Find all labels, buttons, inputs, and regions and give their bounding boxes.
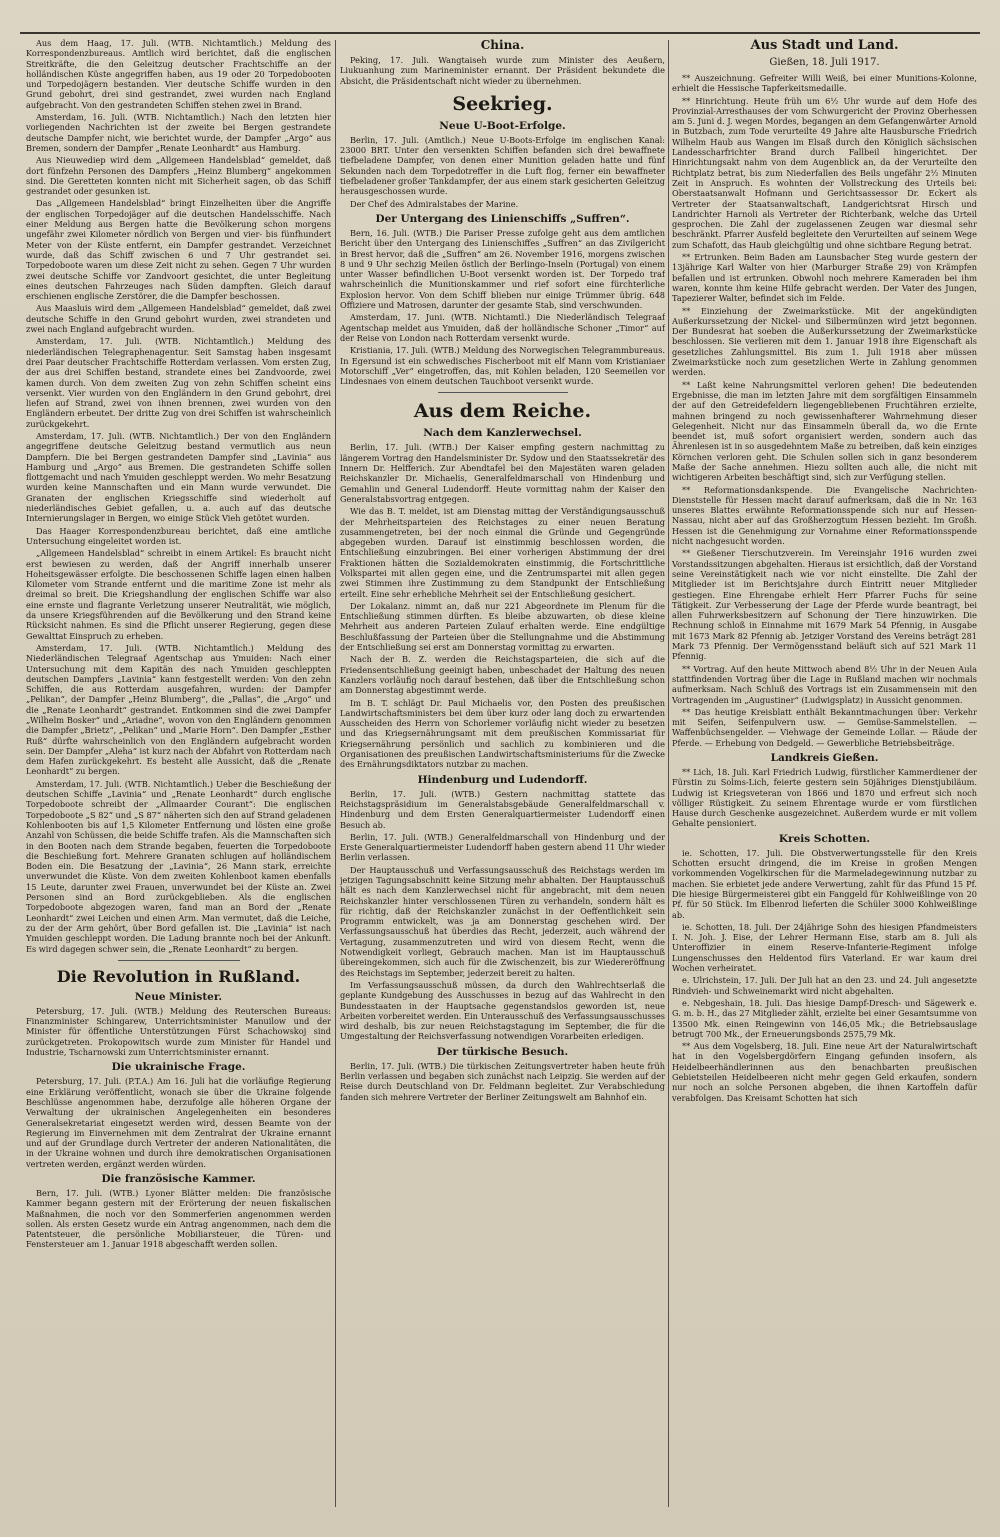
section-heading-stadt-und-land: Aus Stadt und Land. — [750, 38, 899, 53]
subheading-suffren: Der Untergang des Linienschiffs „Suffren“. — [375, 212, 630, 225]
reich-body — [340, 442, 665, 769]
article-paragraph: Bern, 16. Juli. (WTB.) Die Pariser Presse zufolge geht aus dem amtlichen Bericht über den Untergang des Linienschiffes „Suffren“ an das Zivilgericht in Brest hervor, daß die „Suffren“ am 26. November 1916, morgens zwischen 8 und 9 Uhr sechzig Meilen östlich der Berlingo-Inseln (Portugal) von einem unter Wasser befindlichen U-Boot versenkt worden ist. Der Torpedo traf wahrscheinlich die Munitionskammer und rief sofort eine fürchterliche Explosion hervor. Von dem Schiff blieben nur einige Trümmer übrig. 648 Offiziere und Matrosen, darunter der gesamte Stab, sind verschwunden. — [340, 227, 665, 311]
article-paragraph: Aus Nieuwediep wird dem „Allgemeen Handelsblad“ gemeldet, daß dort fünfzehn Personen des Dampfers „Heinz Blumberg“ angekommen sind. Die Geretteten konnten nicht mit Sicherheit sagen, ob das Schiff gestrandet oder gesunken ist. — [26, 155, 331, 197]
section-heading-revolution: Die Revolution in Rußland. — [56, 966, 301, 986]
article-paragraph: Kristiania, 17. Juli. (WTB.) Meldung des Norwegischen Telegrammbureaus. In Egersund ist ein schwedisches Fischerboot mit elf Mann vom Kristianiaer Motorschiff „Ver“ eingetroffen, das, mit Kohlen beladen, 120 Seemeilen vor Lindesnaes von einem deutschen Tauchboot versenkt wurde. — [340, 345, 665, 387]
seekrieg-body — [340, 135, 665, 209]
subheading-tuerkischer-besuch: Der türkische Besuch. — [436, 1045, 569, 1058]
article-paragraph: Amsterdam, 17. Juli. (WTB. Nichtamtlich.) Meldung des Niederländischen Telegraaf Agentschap aus Ymuiden: Nach einer Untersuchung mit dem Kapitän des nach Ymuiden geschleppten deutschen Dampfers „Lavinia“ kann festgestellt werden: Von den zehn Schiffen, die aus Rotterdam ausgefahren, wurden: der Dampfer „Pelikan“, der Dampfer „Heinz Blumberg“, die „Pallas“, die „Argo“ und die „Renate Leonhardt“ gestrandet. Entkommen sind die zwei Dampfer „Wilhelm Bosker“ und „Ariadne“, wovon von den Engländern genommen die Dampfer „Brietz“, „Pelikan“ und „Marie Horn“. Den Dampfer „Esther Ruß“ dürfte wahrscheinlich von den Engländern aufgebracht worden sein. Der Dampfer „Aleha“ ist kurz nach der Abfahrt von Rotterdam nach dem Hafen zurückgekehrt. Es besteht alle Aussicht, daß die „Renate Leonhardt“ zu bergen. — [26, 642, 331, 777]
article-paragraph: e. Nebgeshain, 18. Juli. Das hiesige Dampf-Dresch- und Sägewerk e. G. m. b. H., das 27 Mitglieder zählt, erzielte bei einer Gesamtsumme von 13500 Mk. einen Reingewinn von 146,05 Mk.; die Betriebsauslage betrugt 700 Mk., der Erneuerungsbonds 2575,79 Mk. — [672, 997, 977, 1039]
article-paragraph: Im B. T. schlägt Dr. Paul Michaelis vor, den Posten des preußischen Landwirtschaftsministers bei dem über kurz oder lang doch zu erwartenden Ausscheiden des Herrn von Schorlemer vorläufig nicht wieder zu besetzen und das Kriegsernährungsamt mit dem preußischen Kommissariat für Kriegsernährung persönlich und sachlich zu kombinieren und die Organisationen des preußischen Landwirtschaftsministeriums für die Zwecke des Ernährungsdiktators nutzbar zu machen. — [340, 697, 665, 770]
column-1-body — [26, 38, 331, 954]
article-paragraph: „Allgemeen Handelsblad“ schreibt in einem Artikel: Es braucht nicht erst bewiesen zu werden, daß der Angriff innerhalb unserer Hoheitsgewässer erfolgte. Die beschossenen Schiffe lagen einen halben Kilometer vom Strande entfernt und die maritime Zone ist mehr als dreimal so breit. Die Kriegshandlung der englischen Schiffe war also eine ernste und flagrante Verletzung unserer Neutralität, wie möglich, da unsere Kriegsführenden auf die Bevölkerung und den Strand keine Rücksicht nahmen. Es sind die Pflicht unserer Regierung, gegen diese Gewalttat Einspruch zu erheben. — [26, 548, 331, 641]
article-paragraph: ** Reformationsdankspende. Die Evangelische Nachrichten-Dienststelle für Hessen macht darauf aufmerksam, daß die in Nr. 163 unseres Blattes erwähnte Reformationsspende sich nur auf Hessen-Nassau, nicht aber auf das Großherzogtum Hessen bezieht. Im Großh. Hessen ist die Genehmigung zur Vornahme einer Reformationsspende nicht nachgesucht worden. — [672, 484, 977, 547]
article-paragraph: Der Lokalanz. nimmt an, daß nur 221 Abgeordnete im Plenum für die Entschließung stimmen dürften. Es bleibe abzuwarten, ob diese kleine Mehrheit aus anderen Parteien Zulauf erhalten werde. Eine endgültige Beschlußfassung der Parteien über die Stellungnahme und die Abstimmung der Entschließung sei erst am Donnerstag vormittag zu erwarten. — [340, 600, 665, 653]
article-paragraph: Petersburg, 17. Juli. (P.T.A.) Am 16. Juli hat die vorläufige Regierung eine Erklärung veröffentlicht, wonach sie über die Ukraine folgende Beschlüsse angenommen habe, derzufolge alle höheren Organe der Verwaltung der ukrainischen Angelegenheiten ein besonderes Generalsekretariat eingesetzt werden wird, dessen Beamte von der Regierung im Einvernehmen mit dem Zentralrat der Ukraine ernannt und auf der Grundlage durch Vertreter der anderen Nationalitäten, die in der Ukraine wohnen und durch ihre demokratischen Organisationen vertreten werden, ergänzt werden würden. — [26, 1076, 331, 1169]
subheading-landkreis-giessen: Landkreis Gießen. — [770, 752, 879, 764]
article-paragraph: ** Aus dem Vogelsberg, 18. Juli. Eine neue Art der Naturalwirtschaft hat in den Vogelsbergdörfern Eingang gefunden insofern, als Heidelbeerhändlerinnen aus den benachbarten preußischen Gebietsteilen Heidelbeeren nicht mehr gegen Geld erkaufen, sondern nur noch an solche Personen abgeben, die ihnen Kartoffeln dafür verabfolgen. Das Kreisamt Schotten hat sich — [672, 1041, 977, 1103]
subheading-ukraine: Die ukrainische Frage. — [111, 1061, 246, 1074]
column-3 — [672, 38, 977, 1517]
article-paragraph: Peking, 17. Juli. Wangtaiseh wurde zum Minister des Aeußern, Liukuanhung zum Marineminister ernannt. Der Präsident bekundete die Absicht, die Präsidentschaft nicht wieder zu übernehmen. — [340, 55, 665, 86]
subheading-kreis-schotten: Kreis Schotten. — [778, 832, 871, 845]
revolution-body — [26, 1006, 331, 1057]
landkreis-body — [672, 767, 977, 829]
article-paragraph: ** Hinrichtung. Heute früh um 6½ Uhr wurde auf dem Hofe des Provinzial-Arresthauses der vom Schwurgericht der Provinz Oberhessen am 5. Juni d. J. wegen Mordes, begangen an dem Gefangenwärter Arnold in Butzbach, zum Tode verurteilte 49 Jahre alte Hausbursche Friedrich Wilhelm Haub aus Wangen im Elsaß durch den Königlich sächsischen Landesscharfrichter Brand durch Fallbeil hingerichtet. Der Hinrichtungsakt nahm von dem Augenblick an, da der Verurteilte den Richtplatz betrat, bis zum Niederfallen des Beils ungefähr 2½ Minuten Zeit in Anspruch. Es wohnten der Vollstreckung des Urteils bei: Oberstaatsanwalt Hofmann und Gerichtsassessor Dr. Eckert als Vertreter der Staatsanwaltschaft, Landgerichtsrat Hirsch und Landrichter Harnoli als Vertreter der Richterbank, welche das Urteil gesprochen. Die Zahl der zugelassenen Zeugen war diesmal sehr beschränkt. Pfarrer Ausfeld begleitete den Verurteilten auf seinem Wege zum Schafott, das Haub gleichgültig und ohne sichtbare Regung betrat. — [672, 95, 977, 250]
article-paragraph: ** Laßt keine Nahrungsmittel verloren gehen! Die bedeutenden Ergebnisse, die man im letzten Jahre mit dem sorgfältigen Einsammeln der auf den Getreidefeldern liegengebliebenen Fruchtähren erzielte, mahnen bringend zu noch gewissenhafterer Wahrnehmung dieser Gelegenheit. Nicht nur das Einsammeln überall da, wo die Ernte beendet ist, muß sofort organisiert werden, sondern auch das Ährenlesen ist in so ausgedehntem Maße zu betreiben, daß kein einziges Körnchen verloren geht. Die Schulen sollen sich in ganz besonderem Maße der Sache annehmen. Hiezu sollten auch alle, die nicht mit wichtigeren Arbeiten beschäftigt sind, sich zur Verfügung stellen. — [672, 379, 977, 483]
subheading-kanzlerwechsel: Nach dem Kanzlerwechsel. — [423, 427, 582, 440]
column-2 — [340, 38, 665, 1517]
column-rule-2 — [668, 40, 669, 1507]
article-paragraph: Berlin, 17. Juli. (Amtlich.) Neue U-Boots-Erfolge im englischen Kanal: 23000 BRT. Unter den versenkten Schiffen befanden sich drei bewaffnete tiefbeladene Dampfer, von denen einer Munition geladen hatte und fünf Sekunden nach dem Torpedotreffer in die Luft flog, ferner ein bewaffneter tiefbeladener großer Tankdampfer, der aus einem stark gesicherten Geleitzug herausgeschossen wurde. — [340, 134, 665, 197]
article-paragraph: Berlin, 17. Juli. (WTB.) Generalfeldmarschall von Hindenburg und der Erste Generalquartiermeister Ludendorff haben gestern abend 11 Uhr wieder Berlin verlassen. — [340, 831, 665, 863]
schotten-body — [672, 848, 977, 1103]
section-heading-china: China. — [480, 38, 525, 52]
article-paragraph: Wie das B. T. meldet, ist am Dienstag mittag der Verständigungsausschuß der Mehrheitsparteien des Reichstages zu einer neuen Beratung zusammengetreten, bei der noch einmal die Gründe und Gegengründe abgegeben wurden. Darauf ist einstimmig beschlossen worden, die Entschließung einzubringen. Bei einer vorherigen Abstimmung der drei Fraktionen hätten die Sozialdemokraten einstimmig, die Fortschrittliche Volkspartei mit allen gegen eine, und die Zentrumspartei mit allen gegen zwei Stimmen ihre Zustimmung zu dem Standpunkt der Entschließung erteilt. Eine sehr erhebliche Mehrheit sei der Entschließung gesichert. — [340, 506, 665, 599]
article-paragraph: ** Vortrag. Auf den heute Mittwoch abend 8½ Uhr in der Neuen Aula stattfindenden Vortrag über die Lage in Rußland machen wir nochmals aufmerksam. Nach Schluß des Vortrags ist ein Zusammensein mit den Vortragenden im „Augustiner“ (Ludwigsplatz) in Aussicht genommen. — [672, 663, 977, 705]
article-paragraph: Amsterdam, 17. Juli. (WTB. Nichtamtlich.) Ueber die Beschießung der deutschen Schiffe „Lavinia“ und „Renate Leonhardt“ durch englische Torpedoboote schreibt der „Allmaarder Courant“: Die englischen Torpedoboote „S 82“ und „S 87“ näherten sich den auf Strand geladenen Kohlenbooten bis auf 1,5 Kilometer Entfernung und lösten eine große Anzahl von Schüssen, die beide Schiffe trafen. Als die Mannschaften sich in den Booten nach dem Strande begaben, feuerten die Torpedoboote die Beschießung fort. Mehrere Granaten schlugen auf holländischem Boden ein. Die Besatzung der „Lavinia“, 26 Mann stark, erreichte unverwundet die Küste. Von dem zweiten Kohlenboot kamen ebenfalls 15 Leute, darunter zwei Frauen, unverwundet bei der Küste an. Zwei Personen sind an Bord zurückgeblieben. Als die englischen Torpedoboote abgezogen waren, fand man an Bord der „Renate Leonhardt“ zwei Leichen und einen Arm. Man vermutet, daß die Leiche, zu der der Arm gehört, über Bord gefallen ist. Die „Lavinia“ ist nach Ymuiden geschleppt worden. Die Ladung brannte noch bei der Ankunft. Es wird dagegen schwer sein, die „Renate Leonhardt“ zu bergen. — [26, 778, 331, 954]
separator — [118, 960, 240, 961]
article-paragraph: Der Hauptausschuß und Verfassungsausschuß des Reichstags werden im jetzigen Tagungsabschnitt keine Sitzung mehr abhalten. Der Hauptausschuß hält es nach dem Kanzlerwechsel nicht für angebracht, mit dem neuen Reichskanzler hinter verschlossenen Türen zu verhandeln, sondern hält es für richtig, daß der Reichskanzler zunächst in der Oeffentlichkeit sein Programm entwickelt, was ja am Donnerstag geschehen wird. Der Verfassungsausschuß hat überdies das Recht, jederzeit, auch während der Vertagung, zusammenzutreten und wird von diesem Recht, wenn die Notwendigkeit vorliegt, Gebrauch machen. Man ist im Hauptausschuß übereingekommen, sich auch für die Zwischenzeit, bis zur Wiedereröffnung des Reichstags im September, jederzeit bereit zu halten. — [340, 864, 665, 978]
kammer-body — [26, 1188, 331, 1250]
section-heading-reich: Aus dem Reiche. — [413, 400, 592, 423]
subheading-hindenburg: Hindenburg und Ludendorff. — [417, 773, 588, 786]
article-paragraph: Amsterdam, 17. Juli. (WTB. Nichtamtlich.) Meldung des niederländischen Telegraphenagentur. Seit Samstag haben insgesamt drei Paar deutscher Frachtschiffe Rotterdam verlassen. Vom ersten Zug, der aus drei Schiffen bestand, strandete eines bei Zandvoorde, zwei kamen durch. Von dem zweiten Zug von zehn Schiffen scheint eins versenkt. Vier wurden von den Engländern in den Grund gebohrt, drei liefen auf Strand, zwei von ihnen brennen, zwei wurden von den Engländern erbeutet. Der dritte Zug von drei Schiffen ist wahrscheinlich zurückgekehrt. — [26, 336, 331, 429]
article-paragraph: ** Einziehung der Zweimarkstücke. Mit der angekündigten Außerkurssetzung der Nickel- und Silbermünzen wird jetzt begonnen. Der Bundesrat hat soeben die Außerkurssetzung der Zweimarkstücke beschlossen. Sie verlieren mit dem 1. Januar 1918 ihre Eigenschaft als gesetzliches Zahlungsmittel. Bis zum 1. Juli 1918 aber müssen Zweimarkstücke noch zum gesetzlichen Werte in Zahlung genommen werden. — [672, 305, 977, 378]
column-1 — [26, 38, 331, 1517]
separator — [438, 392, 568, 393]
article-paragraph: Berlin, 17. Juli. (WTB.) Gestern nachmittag stattete das Reichstagspräsidium im Generalstabsgebäude Generalfeldmarschall v. Hindenburg und dem Ersten Generalquartiermeister Ludendorff einen Besuch ab. — [340, 788, 665, 830]
article-paragraph: Berlin, 17. Juli. (WTB.) Der Kaiser empfing gestern nachmittag zu längerem Vortrag den Handelsminister Dr. Sydow und den Staatssekretär des Innern Dr. Helfferich. Zur Abendtafel bei den Majestäten waren geladen Reichskanzler Dr. Michaelis, Generalfeldmarschall von Hindenburg und Gemahlin und General Ludendorff. Heute vormittag nahm der Kaiser den Generalstabsvortrag entgegen. — [340, 442, 665, 504]
article-paragraph: ** Auszeichnung. Gefreiter Willi Weiß, bei einer Munitions-Kolonne, erhielt die Hessische Tapferkeitsmedaille. — [672, 73, 977, 94]
suffren-body — [340, 228, 665, 386]
china-body — [340, 55, 665, 86]
article-paragraph: Nach der B. Z. werden die Reichstagsparteien, die sich auf die Friedensentschließung geeinigt haben, unbeschadet der Haltung des neuen Kanzlers vorläufig noch darauf bestehen, daß über die Entschließung schon am Donnerstag abgestimmt werde. — [340, 654, 665, 696]
ukraine-body — [26, 1076, 331, 1169]
article-paragraph: Bern, 17. Juli. (WTB.) Lyoner Blätter melden: Die französische Kammer begann gestern mit der Erörterung der neuen fiskalischen Maßnahmen, die noch vor den Sommerferien angenommen werden sollen. Als ersten Gesetz wurde ein Antrag angenommen, nach dem die Patentsteuer, die persönliche Mobiliarsteuer, die Türen- und Fenstersteuer am 1. Januar 1918 abgeschafft werden sollen. — [26, 1187, 331, 1250]
article-paragraph: Aus Maasluis wird dem „Allgemeen Handelsblad“ gemeldet, daß zwei deutsche Schiffe in den Grund gebohrt wurden, zwei strandeten und zwei nach England aufgebracht wurden. — [26, 303, 331, 335]
subheading-kammer: Die französische Kammer. — [101, 1172, 256, 1185]
article-paragraph: Aus dem Haag, 17. Juli. (WTB. Nichtamtlich.) Meldung des Korrespondenzbureaus. Amtlich wird berichtet, daß die englischen Streitkräfte, die den Geleitzug deutscher Frachtschiffe an der holländischen Küste angegriffen haben, aus 19 oder 20 Torpedobooten und Torpedojägern bestanden. Vier deutsche Schiffe wurden in den Grund gebohrt, drei sind gestrandet, zwei wurden nach England aufgebracht. Von den gestrandeten Schiffen stehen zwei in Brand. — [26, 38, 331, 110]
article-paragraph: Berlin, 17. Juli. (WTB.) Die türkischen Zeitungsvertreter haben heute früh Berlin verlassen und begaben sich zunächst nach Leipzig. Sie werden auf der Reise durch Deutschland von Dr. Feldmann begleitet. Zur Verabschiedung fanden sich mehrere Vertreter der Berliner Zeitungswelt am Bahnhof ein. — [340, 1060, 665, 1102]
article-paragraph: Amsterdam, 17. Juli. (WTB. Nichtamtlich.) Der von den Engländern angegriffene deutsche Geleitzug bestand vermutlich aus neun Dampfern. Die bei Bergen gestrandeten Dampfer sind „Lavinia“ aus Hamburg und „Argo“ aus Bremen. Die gestrandeten Schiffe sollen flottgemacht und nach Ymuiden geschleppt werden. Wo mehr Besatzung wurden keine Mannschaften und ein Mann wurde verwundet. Die Granaten der englischen Kriegsschiffe sind wiederholt auf niederländisches Gebiet gefallen, u. a. auch auf das deutsche Internierungslager in Bergen, wo einige Stück Vieh getötet wurden. — [26, 430, 331, 524]
subheading-neue-minister: Neue Minister. — [134, 990, 223, 1003]
stadt-land-body — [672, 73, 977, 748]
article-paragraph: Der Chef des Admiralstabes der Marine. — [350, 198, 519, 209]
article-paragraph: Das Haager Korrespondenzbureau berichtet, daß eine amtliche Untersuchung eingeleitet worden ist. — [26, 525, 331, 546]
article-paragraph: Amsterdam, 16. Juli. (WTB. Nichtamtlich.) Nach den letzten hier vorliegenden Nachrichten ist der zweite bei Bergen gestrandete deutsche Dampfer nicht, wie berichtet wurde, der Dampfer „Argo“ aus Bremen, sondern der Dampfer „Renate Leonhardt“ aus Hamburg. — [26, 112, 331, 153]
article-paragraph: ie. Schotten, 17. Juli. Die Obstverwertungsstelle für den Kreis Schotten ersucht dringend, die im Kreise in großen Mengen vorkommenden Vogelkirschen für die Marmeladegewinnung nutzbar zu machen. Sie erbietet jede andere Verwertung, zahlt für das Pfund 15 Pf. Die hiesige Bürgermeisterei gibt ein Fanggeld für Kohlweißlinge von 20 Pf. für 50 Stück. Im Elbenrod lieferten die Schüler 3000 Kohlweißlinge ab. — [672, 847, 977, 920]
hindenburg-body — [340, 789, 665, 1042]
article-paragraph: Im Verfassungsausschuß müssen, da durch den Wahlrechtserlaß die geplante Kundgebung des Ausschusses in bezug auf das Wahlrecht in den Bundesstaaten in der Hauptsache gegenstandslos geworden ist, neue Arbeiten vorbereitet werden. Ein Unterausschuß des Verfassungsausschusses wird deshalb, bis zur neuen Reichstagstagung im September, die für die Umgestaltung der Reichsverfassung notwendigen Vorarbeiten erledigen. — [340, 979, 665, 1042]
section-heading-seekrieg: Seekrieg. — [452, 92, 553, 115]
article-paragraph: ** Lich, 18. Juli. Karl Friedrich Ludwig, fürstlicher Kammerdiener der Fürstin zu Solms-Lich, feierte gestern sein 50jähriges Dienstjubiläum. Ludwig ist Kriegsveteran von 1866 und 1870 und erfreut sich noch völliger Rüstigkeit. Zu seinem Ehrentage wurde er vom fürstlichen Hause durch Geschenke ausgezeichnet. Außerdem wurde er mit vollem Gehalte pensioniert. — [672, 767, 977, 829]
article-paragraph: ie. Schotten, 18. Juli. Der 24jährige Sohn des hiesigen Pfandmeisters I. N. Joh. J. Eise, der Lehrer Hermann Eise, starb am 8. Juli als Unteroffizier in einem Reserve-Infanterie-Regiment infolge Lungenschusses den Heldentod fürs Vaterland. Er war kaum drei Wochen verheiratet. — [672, 921, 977, 974]
subheading-uboot-erfolge: Neue U-Boot-Erfolge. — [439, 119, 566, 132]
article-paragraph: Petersburg, 17. Juli. (WTB.) Meldung des Reuterschen Bureaus: Finanzminister Schingarew, Unterrichtsminister Manuilow und der Minister für öffentliche Unterstützungen Fürst Schachowskoj sind zurückgetreten. Prokopowitsch wurde zum Minister für Handel und Industrie, Tscharnowski zum Unterrichtsminister ernannt. — [26, 1005, 331, 1058]
article-paragraph: Das „Allgemeen Handelsblad“ bringt Einzelheiten über die Angriffe der englischen Torpedojäger auf die deutschen Handelsschiffe. Nach einer Meldung aus Bergen hatte die Bevölkerung schon morgens ungefähr zwei Kilometer nördlich von Bergen und vier- bis fünfhundert Meter von der Küste entfernt, ein Dampfer gestrandet. Verzeichnet wurde, daß das Schiff zwischen 6 und 7 Uhr gestrandet sei. Torpedoboote waren um diese Zeit nicht zu sehen. Gegen 7 Uhr wurden zwei deutsche Schiffe vor Zandvoort gesichtet, die unter Begleitung eines deutschen Fahrzeuges nach Süden dampften. Gleich darauf erschienen englische Zerstörer, die die Dampfer beschossen. — [26, 198, 331, 302]
article-paragraph: ** Das heutige Kreisblatt enthält Bekanntmachungen über: Verkehr mit Seifen, Seifenpulvern usw. — Gemüse-Sammelstellen. — Waffenbüchsengelder. — Viehwage der Gemeinde Lollar. — Räude der Pferde. — Erhebung von Dedgeld. — Gewerbliche Betriebsbeiträge. — [672, 706, 977, 748]
article-paragraph: Amsterdam, 17. Juni. (WTB. Nichtamtl.) Die Niederländisch Telegraaf Agentschap meldet aus Ymuiden, daß der holländische Schoner „Timor“ auf der Reise von London nach Rotterdam versenkt wurde. — [340, 312, 665, 343]
article-paragraph: e. Ulrichstein, 17. Juli. Der Juli hat an den 23. und 24. Juli angesetzte Rindvieh- und Schweinemarkt wird nicht abgehalten. — [672, 975, 977, 996]
tuerkisch-body — [340, 1061, 665, 1102]
article-paragraph: ** Ertrunken. Beim Baden am Launsbacher Steg wurde gestern der 13jährige Karl Walter von hier (Marburger Straße 29) von Krämpfen befallen und ist ertrunken. Obwohl noch mehrere Kameraden bei ihm waren, konnte ihm keine Hilfe gebracht werden. Der Vater des Jungen, Tapezierer Walter, befindet sich im Felde. — [672, 252, 977, 304]
dateline: Gießen, 18. Juli 1917. — [769, 57, 880, 68]
column-rule-1 — [335, 40, 336, 1507]
article-paragraph: ** Gießener Tierschutzverein. Im Vereinsjahr 1916 wurden zwei Vorstandssitzungen abgehalten. Hieraus ist ersichtlich, daß der Vorstand seine Vereinstätigkeit nach wie vor nicht einstellte. Die Zahl der Mitglieder ist im Berichtsjahre durch Eintritt neuer Mitglieder gestiegen. Eine Ehrengabe erhielt Herr Pfarrer Fuchs für seine Tätigkeit. Zur Verbesserung der Lage der Pferde wurde beantragt, bei allen Fuhrwerksbesitzern auf Schonung der Tiere hinzuwirken. Die Rechnung schloß in Einnahme mit 1679 Mark 54 Pfennig, in Ausgabe mit 1673 Mark 82 Pfennig ab. Jetziger Vorstand des Vereins beträgt 281 Mark 73 Pfennig. Der Vermögensstand beläuft sich auf 521 Mark 11 Pfennig. — [672, 548, 977, 662]
top-rule — [20, 32, 980, 34]
